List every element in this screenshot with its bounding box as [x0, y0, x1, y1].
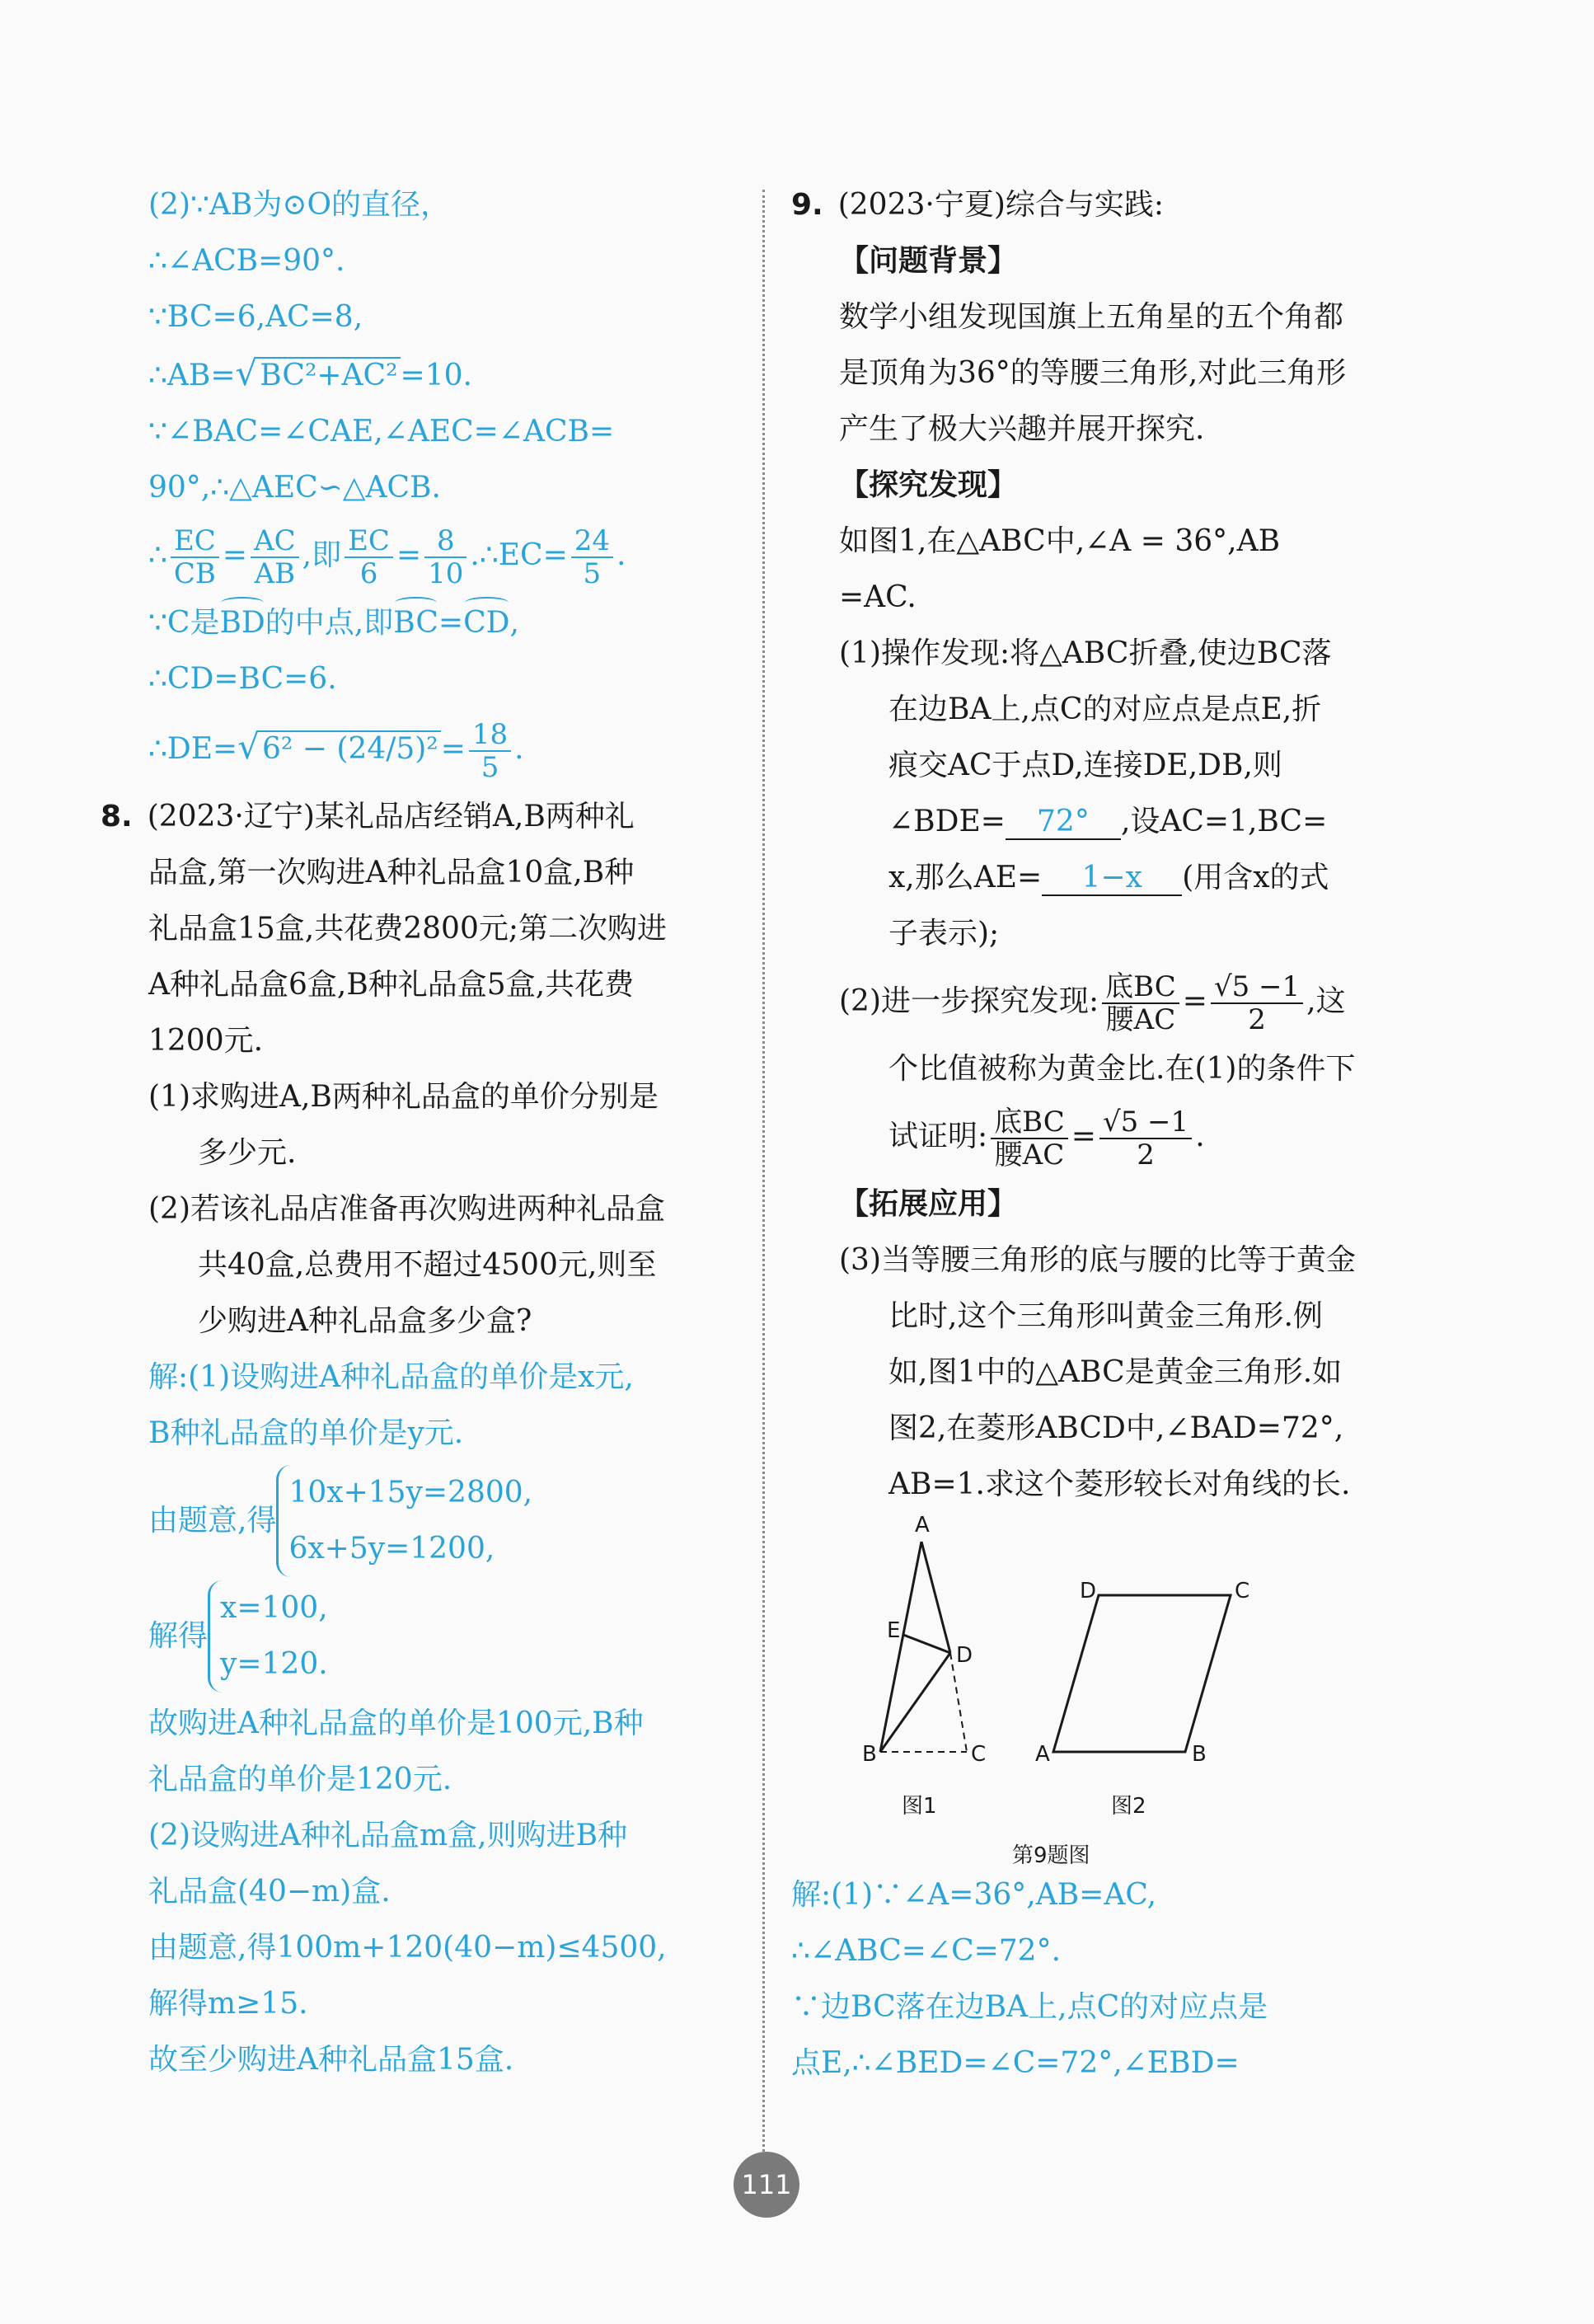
q8-solution — [148, 1350, 742, 2088]
label-a: A — [915, 1513, 930, 1538]
section-title: 【拓展应用】 — [839, 1187, 1018, 1221]
solution-system — [148, 1580, 742, 1693]
sol-line: 点E,∴∠BED=∠C=72°,∠EBD= — [791, 2046, 1240, 2080]
text: .∴EC= — [470, 538, 568, 572]
figure-caption: 第9题图 — [1012, 1843, 1090, 1868]
label-b: B — [862, 1742, 877, 1767]
q9-line: 个比值被称为黄金比.在(1)的条件下 — [888, 1052, 1356, 1086]
sol-line: 礼品盒的单价是120元. — [148, 1763, 452, 1796]
q7-part2-solution — [148, 177, 742, 789]
eq: = — [222, 538, 248, 572]
eq: = — [1182, 984, 1207, 1018]
q9-line-blank2 — [839, 850, 1442, 906]
period: . — [514, 732, 524, 766]
period: . — [617, 538, 626, 572]
q9-solution — [791, 1867, 1442, 2092]
fraction — [991, 1106, 1068, 1171]
q9-line: 子表示); — [888, 917, 1000, 951]
q9-line: 比时,这个三角形叫黄金三角形.例 — [888, 1299, 1323, 1333]
numerator: 18 — [469, 719, 511, 752]
section-title: 【问题背景】 — [839, 244, 1018, 278]
sol-line: ∴∠ACB=90°. — [148, 244, 345, 278]
system-brace — [208, 1580, 328, 1693]
denominator: 2 — [1248, 1003, 1266, 1036]
q9-line: 是顶角为36°的等腰三角形,对此三角形 — [839, 356, 1347, 390]
denominator: CB — [173, 557, 216, 590]
arc-bd: BD — [219, 595, 265, 651]
q8-line: A种礼品盒6盒,B种礼品盒5盒,共花费 — [148, 968, 635, 1002]
q8-line: 1200元. — [148, 1024, 264, 1058]
q9-part2-line — [839, 962, 1442, 1041]
fraction — [424, 525, 466, 589]
sqrt-expr: BC²+AC² — [257, 357, 400, 392]
label-b2: B — [1192, 1742, 1207, 1767]
q9-line: 数学小组发现国旗上五角星的五个角都 — [839, 300, 1344, 334]
fraction — [1099, 1106, 1192, 1171]
page-number: 111 — [734, 2152, 799, 2218]
question-number: 9. — [791, 188, 823, 222]
text: ∴DE= — [148, 732, 238, 766]
q9-prove-line — [839, 1097, 1442, 1176]
q9-head-text: (2023·宁夏)综合与实践: — [837, 188, 1165, 222]
label-d2: D — [1080, 1579, 1097, 1603]
sol-line: ∵∠BAC=∠CAE,∠AEC=∠ACB= — [148, 415, 615, 448]
fraction — [171, 525, 219, 589]
denominator: 2 — [1137, 1139, 1155, 1171]
system-brace — [276, 1465, 532, 1577]
sol-text: 解得 — [148, 1619, 209, 1653]
sol-line-ab — [148, 345, 742, 404]
sol-line: 礼品盒(40−m)盒. — [148, 1875, 391, 1908]
text: =10. — [400, 359, 472, 392]
text: ∵C是 — [148, 606, 220, 640]
text: x,那么AE= — [888, 861, 1043, 894]
eq: = — [438, 606, 464, 640]
sol-line-de — [148, 707, 742, 789]
denominator: 5 — [583, 557, 602, 590]
sol-line: 由题意,得100m+120(40−m)≤4500, — [148, 1931, 667, 1965]
sol-line: 故至少购进A种礼品盒15盒. — [148, 2043, 514, 2077]
q8-line: 品盒,第一次购进A种礼品盒10盒,B种 — [148, 856, 635, 890]
q8-sub1: 多少元. — [198, 1136, 297, 1170]
q9-line: 在边BA上,点C的对应点是点E,折 — [888, 693, 1322, 726]
numerator: EC — [171, 525, 219, 558]
arc-bc: BC — [393, 595, 438, 651]
eq: = — [440, 732, 466, 766]
label-a2: A — [1035, 1742, 1050, 1767]
q8-sub2: 少购进A种礼品盒多少盒? — [198, 1304, 532, 1338]
sol-line: (2)设购进A种礼品盒m盒,则购进B种 — [148, 1819, 628, 1852]
sol-line-fractions — [148, 516, 742, 595]
sol-line: 90°,∴△AEC∽△ACB. — [148, 471, 441, 505]
q8-sub2: (2)若该礼品店准备再次购进两种礼品盒 — [148, 1192, 665, 1226]
numerator: 8 — [424, 525, 466, 558]
q9-line: AB=1.求这个菱形较长对角线的长. — [888, 1467, 1351, 1501]
text: (用含x的式 — [1182, 861, 1329, 894]
equation: 10x+15y=2800, — [288, 1476, 533, 1509]
q8-sub1: (1)求购进A,B两种礼品盒的单价分别是 — [148, 1080, 659, 1114]
q9-line: (3)当等腰三角形的底与腰的比等于黄金 — [839, 1243, 1356, 1277]
denominator: 6 — [359, 557, 378, 590]
q9-line: 图2,在菱形ABCD中,∠BAD=72°, — [888, 1411, 1344, 1445]
sqrt-expr: 6² − (24/5)² — [260, 730, 441, 766]
q9-head — [791, 177, 1442, 233]
q9-body — [791, 233, 1442, 2092]
eq: = — [1071, 1120, 1096, 1153]
right-column — [791, 177, 1442, 2092]
text: ,这 — [1306, 984, 1346, 1018]
text: ∠BDE= — [888, 805, 1006, 838]
denominator: AB — [254, 557, 296, 590]
text: ,设AC=1,BC= — [1120, 805, 1328, 838]
denominator: 5 — [481, 751, 499, 784]
text: 的中点,即 — [265, 606, 394, 640]
numerator: √5 −1 — [1099, 1106, 1192, 1139]
eq: = — [396, 538, 422, 572]
period: . — [1195, 1120, 1205, 1153]
q9-line: 如,图1中的△ABC是黄金三角形.如 — [888, 1355, 1343, 1389]
sol-line: 解:(1)∵∠A=36°,AB=AC, — [791, 1878, 1157, 1912]
label-d: D — [956, 1643, 973, 1668]
arc-cd: CD — [463, 595, 509, 651]
numerator: AC — [251, 525, 299, 558]
fraction — [571, 525, 613, 589]
segment-ad — [921, 1542, 950, 1653]
sol-line: ∴∠ABC=∠C=72°. — [791, 1934, 1062, 1968]
fraction — [469, 719, 511, 783]
label-c2: C — [1235, 1579, 1250, 1603]
left-column — [101, 177, 742, 2088]
numerator: √5 −1 — [1211, 971, 1303, 1004]
segment-ed — [903, 1635, 950, 1653]
answer-blank-1: 72° — [1006, 805, 1121, 840]
sol-line: 解得m≥15. — [148, 1987, 308, 2021]
sqrt-sign: √ — [237, 726, 260, 767]
sol-line: (2)∵AB为⊙O的直径， — [148, 188, 451, 222]
denominator: 腰AC — [994, 1139, 1065, 1171]
column-divider — [762, 190, 765, 2152]
equation-system — [148, 1465, 742, 1577]
comma: , — [509, 606, 519, 640]
sol-line: 解:(1)设购进A种礼品盒的单价是x元, — [148, 1360, 634, 1394]
q9-line: 痕交AC于点D,连接DE,DB,则 — [888, 749, 1282, 782]
sol-line: ∵边BC落在边BA上,点C的对应点是 — [791, 1990, 1268, 2024]
q9-line: 如图1,在△ABC中,∠A = 36°,AB — [839, 524, 1281, 558]
q8-sub2: 共40盒,总费用不超过4500元,则至 — [198, 1248, 657, 1282]
fraction — [345, 525, 393, 589]
q9-line-blank1 — [839, 794, 1442, 850]
rhombus-abcd — [1053, 1595, 1231, 1752]
answer-blank-2: 1−x — [1042, 862, 1182, 896]
fraction — [1211, 971, 1303, 1035]
question-number: 8. — [101, 800, 133, 833]
sol-line: ∴CD=BC=6. — [148, 662, 337, 696]
segment-dc — [950, 1653, 967, 1752]
question-8 — [101, 789, 742, 1350]
caption-fig2: 图2 — [1111, 1794, 1146, 1819]
denominator: 腰AC — [1105, 1003, 1176, 1036]
fraction — [1102, 971, 1179, 1035]
q9-line: =AC. — [839, 580, 917, 614]
numerator: 底BC — [991, 1106, 1068, 1139]
sol-line: ∵BC=6,AC=8, — [148, 300, 363, 334]
label-c: C — [971, 1742, 987, 1767]
sol-text: 由题意,得 — [148, 1504, 277, 1538]
segment-ab — [880, 1542, 921, 1752]
q9-figures — [839, 1513, 1442, 1868]
sqrt-sign: √ — [235, 353, 258, 393]
text: (2)进一步探究发现: — [839, 984, 1099, 1018]
fraction — [251, 525, 299, 589]
numerator: 24 — [571, 525, 613, 558]
sol-line: B种礼品盒的单价是y元. — [148, 1416, 464, 1450]
text: 试证明: — [888, 1120, 988, 1153]
q8-line — [101, 789, 742, 845]
equation: 6x+5y=1200, — [288, 1532, 495, 1566]
text: ∴AB= — [148, 359, 236, 392]
equation: x=100, — [220, 1591, 328, 1625]
text: ∴ — [148, 538, 167, 572]
caption-fig1: 图1 — [902, 1794, 937, 1819]
q8-line: 礼品盒15盒,共花费2800元;第二次购进 — [148, 912, 667, 946]
numerator: 底BC — [1102, 971, 1179, 1004]
sol-line-arc — [148, 595, 742, 651]
q8-text: (2023·辽宁)某礼品店经销A,B两种礼 — [147, 800, 635, 833]
section-title: 【探究发现】 — [839, 468, 1018, 502]
equation: y=120. — [220, 1647, 328, 1681]
denominator: 10 — [428, 557, 464, 590]
q9-line: 产生了极大兴趣并展开探究. — [839, 412, 1205, 446]
numerator: EC — [345, 525, 393, 558]
label-e: E — [887, 1618, 901, 1643]
q9-line: (1)操作发现:将△ABC折叠,使边BC落 — [839, 636, 1332, 670]
sol-line: 故购进A种礼品盒的单价是100元,B种 — [148, 1707, 644, 1740]
text: ,即 — [302, 538, 342, 572]
